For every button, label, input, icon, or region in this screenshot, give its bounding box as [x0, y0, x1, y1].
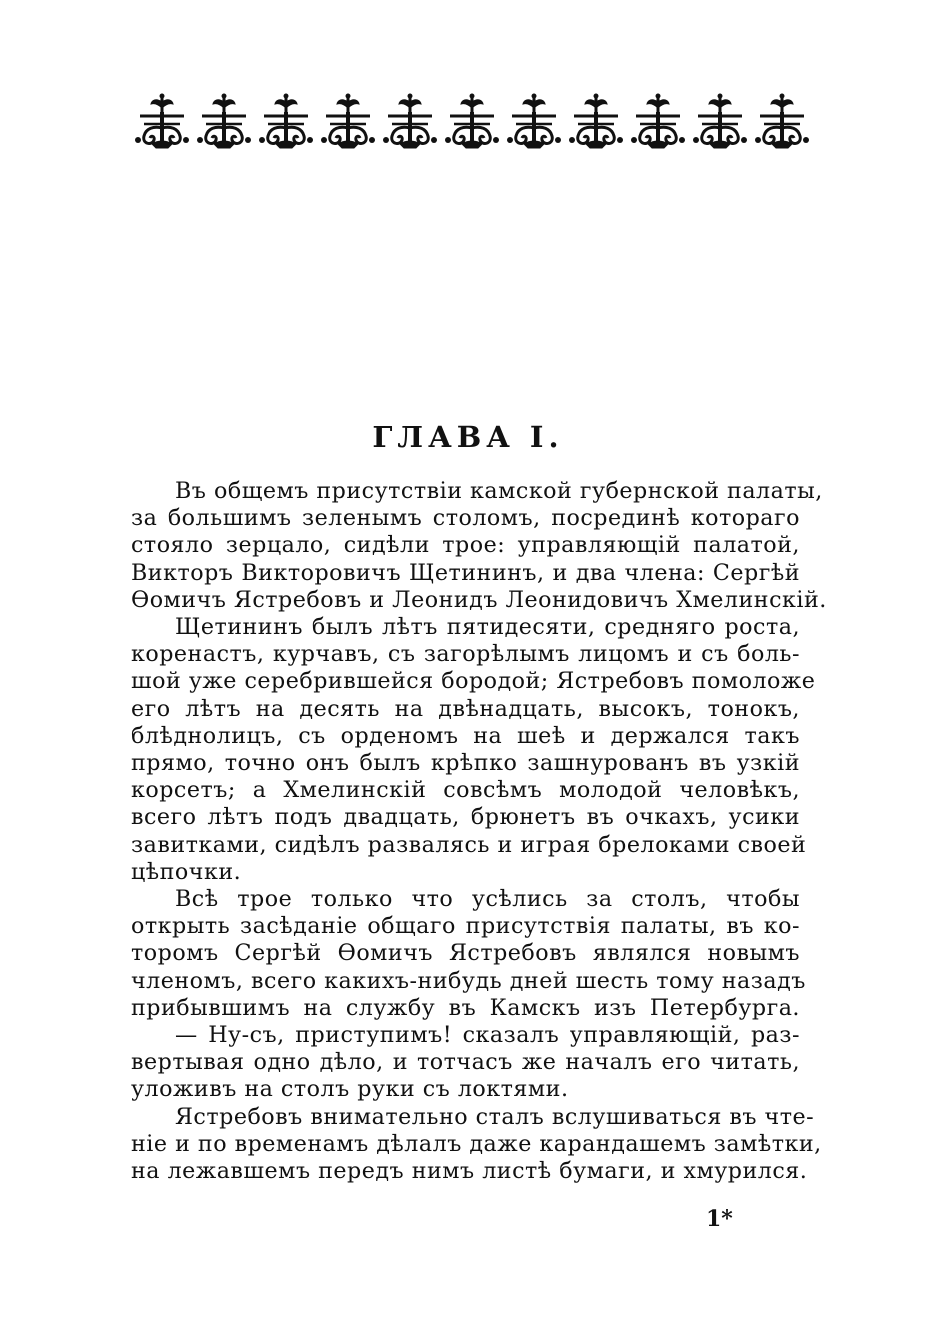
text-line: Въ общемъ присутствіи камской губернской палаты, — [175, 478, 823, 504]
body-text — [131, 478, 827, 1185]
text-line: Ястребовъ внимательно сталъ вслушиваться въ чте- — [175, 1103, 815, 1130]
text-line: завитками, сидѣлъ развалясь и играя брелоками своей — [131, 831, 807, 858]
text-line: открыть засѣданіе общаго присутствія палаты, въ ко- — [131, 913, 800, 940]
text-line: прямо, точно онъ былъ крѣпко зашнурованъ въ узкій — [131, 750, 800, 777]
text-line: уложивъ на столъ руки съ локтями. — [131, 1076, 569, 1103]
text-line: Щетининъ былъ лѣтъ пятидесяти, средняго роста, — [175, 614, 800, 641]
text-line: Викторъ Викторовичъ Щетининъ, и два члена: Сергѣй — [131, 559, 800, 586]
fleuron-icon — [318, 92, 378, 156]
text-line: его лѣтъ на десять на двѣнадцать, высокъ, тонокъ, — [131, 695, 800, 722]
text-line: блѣднолицъ, съ орденомъ на шеѣ и держался такъ — [131, 722, 800, 749]
text-line: коренастъ, курчавъ, съ загорѣлымъ лицомъ и съ боль- — [131, 641, 800, 668]
fleuron-icon — [752, 92, 812, 156]
text-line: вертывая одно дѣло, и тотчасъ же началъ его читать, — [131, 1049, 800, 1076]
fleuron-icon — [628, 92, 688, 156]
text-line: членомъ, всего какихъ-нибудь дней шесть тому назадъ — [131, 967, 806, 994]
text-line: Всѣ трое только что усѣлись за столъ, чтобы — [175, 886, 800, 913]
text-line: Ѳомичъ Ястребовъ и Леонидъ Леонидовичъ Хмелинскій. — [131, 586, 827, 613]
chapter-title: ГЛАВА I. — [372, 420, 564, 454]
text-line: торомъ Сергѣй Ѳомичъ Ястребовъ являлся новымъ — [131, 940, 800, 967]
text-line: ніе и по временамъ дѣлалъ даже карандашемъ замѣтки, — [131, 1130, 822, 1157]
text-line: прибывшимъ на службу въ Камскъ изъ Петербурга. — [131, 994, 800, 1021]
fleuron-icon — [380, 92, 440, 156]
text-line: корсетъ; а Хмелинскій совсѣмъ молодой человѣкъ, — [131, 777, 800, 804]
text-line: стояло зерцало, сидѣли трое: управляющій палатой, — [131, 532, 800, 559]
text-line: шой уже серебрившейся бородой; Ястребовъ помоложе — [131, 668, 816, 695]
fleuron-icon — [690, 92, 750, 156]
fleuron-icon — [194, 92, 254, 156]
fleuron-icon — [256, 92, 316, 156]
ornament-band — [132, 92, 812, 156]
fleuron-icon — [132, 92, 192, 156]
fleuron-icon — [504, 92, 564, 156]
text-line: на лежавшемъ передъ нимъ листѣ бумаги, и хмурился. — [131, 1158, 808, 1185]
fleuron-icon — [442, 92, 502, 156]
text-line: — Ну-съ, приступимъ! сказалъ управляющій, раз- — [175, 1022, 800, 1049]
fleuron-icon — [566, 92, 626, 156]
text-line: за большимъ зеленымъ столомъ, посрединѣ котораго — [131, 505, 800, 532]
text-line: цѣпочки. — [131, 858, 242, 885]
page-number: 1* — [706, 1206, 733, 1232]
text-line: всего лѣтъ подъ двадцать, брюнетъ въ очкахъ, усики — [131, 804, 800, 831]
